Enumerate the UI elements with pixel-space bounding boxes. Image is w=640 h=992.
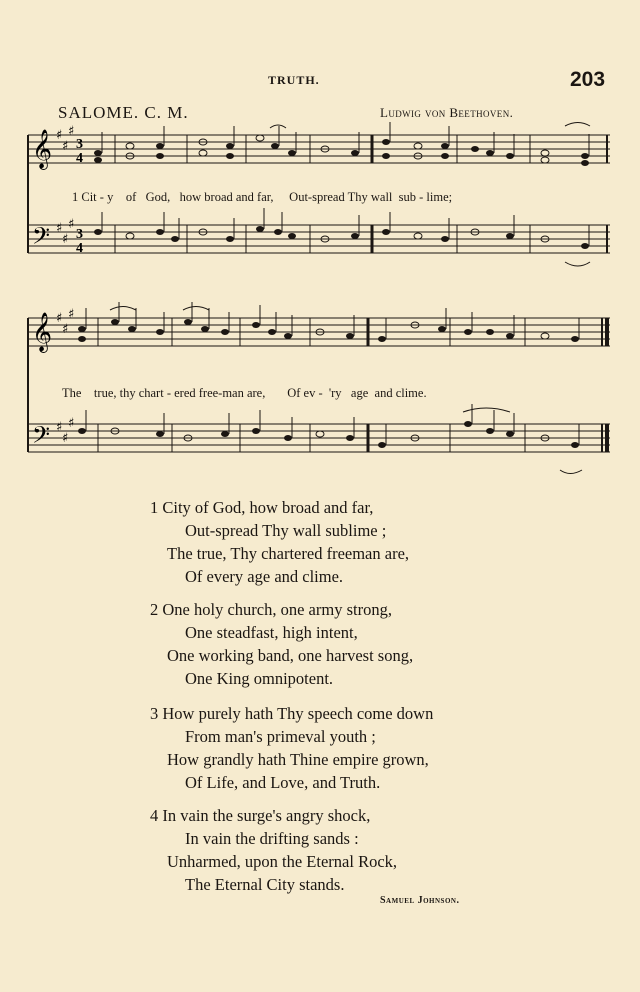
svg-text:4: 4	[76, 241, 83, 256]
stanza	[150, 804, 397, 896]
verse-line: From man's primeval youth ;	[185, 727, 376, 746]
stanza-number: 2	[150, 600, 159, 619]
lyric-line-2: The true, thy chart - ered free-man are, Of ev - 'ry age and clime.	[62, 386, 427, 400]
treble-clef-icon: 𝄞	[32, 312, 53, 352]
svg-text:♯: ♯	[56, 128, 63, 143]
stanza-number: 4	[150, 806, 159, 825]
verse-line	[150, 804, 397, 827]
verse-line: The true, Thy chartered freeman are,	[167, 544, 410, 563]
stanza	[150, 496, 409, 588]
lyric-line-1: 1 Cit - y of God, how broad and far, Out-spread Thy wall sub - lime;	[72, 190, 453, 204]
verse-text: How purely hath Thy speech come down	[162, 704, 434, 723]
svg-text:♯: ♯	[68, 416, 75, 431]
verse-line	[150, 598, 413, 621]
tune-name: SALOME. C. M.	[58, 103, 189, 122]
svg-text:♯: ♯	[56, 311, 63, 326]
svg-text:♯: ♯	[62, 232, 69, 247]
svg-text:3: 3	[76, 227, 83, 242]
verse-text: City of God, how broad and far,	[162, 498, 374, 517]
svg-text:3: 3	[76, 137, 83, 152]
verse-line	[150, 702, 433, 725]
svg-text:♯: ♯	[62, 322, 69, 337]
verse-text: In vain the surge's angry shock,	[162, 806, 371, 825]
stanza-number: 1	[150, 498, 159, 517]
bass-clef-icon: 𝄢	[32, 421, 51, 454]
verse-line: Of Life, and Love, and Truth.	[185, 773, 381, 792]
page-number: 203	[570, 68, 606, 91]
verse-line	[150, 496, 409, 519]
svg-text:♯: ♯	[68, 124, 75, 139]
verse-line: One King omnipotent.	[185, 669, 334, 688]
bass-clef-icon: 𝄢	[32, 222, 51, 255]
verse-line: The Eternal City stands.	[185, 875, 345, 894]
verse-line: In vain the drifting sands :	[185, 829, 359, 848]
svg-text:♯: ♯	[68, 217, 75, 232]
verse-line: Out-spread Thy wall sublime ;	[185, 521, 387, 540]
svg-text:♯: ♯	[62, 139, 69, 154]
verse-line: Of every age and clime.	[185, 567, 344, 586]
svg-text:♯: ♯	[68, 307, 75, 322]
verse-line: Unharmed, upon the Eternal Rock,	[167, 852, 398, 871]
verse-line: How grandly hath Thine empire grown,	[167, 750, 429, 769]
verse-line: One working band, one harvest song,	[167, 646, 414, 665]
stanza-number: 3	[150, 704, 159, 723]
author-attribution: Samuel Johnson.	[380, 895, 460, 906]
composer-name: Ludwig von Beethoven.	[380, 105, 514, 120]
svg-text:♯: ♯	[56, 221, 63, 236]
verse-text: One holy church, one army strong,	[162, 600, 392, 619]
stanza	[150, 598, 413, 690]
section-heading: TRUTH.	[268, 73, 320, 87]
svg-text:♯: ♯	[62, 431, 69, 446]
svg-text:4: 4	[76, 151, 83, 166]
stanza	[150, 702, 433, 794]
verse-line: One steadfast, high intent,	[185, 623, 358, 642]
svg-text:♯: ♯	[56, 420, 63, 435]
treble-clef-icon: 𝄞	[32, 129, 53, 169]
